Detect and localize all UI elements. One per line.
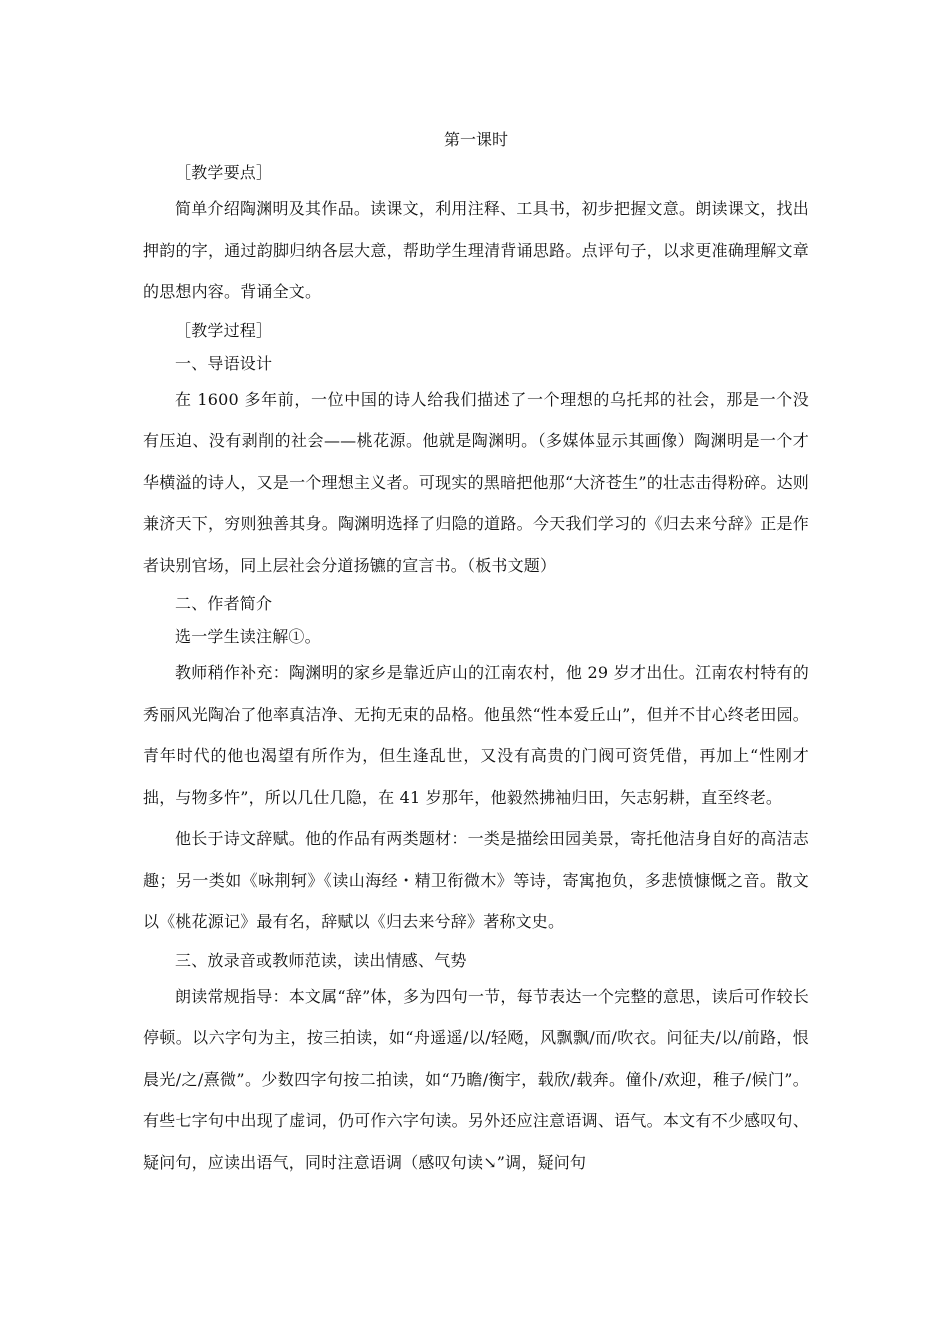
subheading-author: 二、作者简介 <box>175 594 273 613</box>
lesson-title: 第一课时 <box>443 130 508 149</box>
document-page <box>143 124 809 1183</box>
subheading-introduction: 一、导语设计 <box>175 353 273 373</box>
paragraph-works: 他长于诗文辞赋。他的作品有两类题材：一类是描绘田园美景，寄托他洁身自好的高洁志趣；另一类如《咏荆轲》《读山海经・精卫衔微木》等诗，寄寓抱负，多悲愤慷慨之音。散文以《桃花源记》最有名，辞赋以《归去来兮辞》著称文史。 <box>143 829 809 931</box>
paragraph-read-note: 选一学生读注解①。 <box>175 627 321 646</box>
subheading-reading: 三、放录音或教师范读，读出情感、气势 <box>175 950 467 970</box>
section-heading-teaching-process: ［教学过程］ <box>175 320 273 340</box>
section-heading-teaching-points: ［教学要点］ <box>175 163 273 182</box>
paragraph-teaching-points: 简单介绍陶渊明及其作品。读课文，利用注释、工具书，初步把握文意。朗读课文，找出押韵的字，通过韵脚归纳各层大意，帮助学生理清背诵思路。点评句子，以求更准确理解文章的思想内容。背诵全文。 <box>143 199 809 301</box>
paragraph-teacher-supplement: 教师稍作补充：陶渊明的家乡是靠近庐山的江南农村，他 29 岁才出仕。江南农村特有的秀丽风光陶冶了他率真洁净、无拘无束的品格。他虽然“性本爱丘山”，但并不甘心终老田园。青年时代的他也渴望有所作为，但生逢乱世，又没有高贵的门阀可资凭借，再加上“性刚才拙，与物多忤”，所以几仕几隐，在 41 岁那年，他毅然拂袖归田，矢志躬耕，直至终老。 <box>143 663 809 807</box>
paragraph-reading-guidance: 朗读常规指导：本文属“辞”体，多为四句一节，每节表达一个完整的意思，读后可作较长停顿。以六字句为主，按三拍读，如“舟遥遥/以/轻飏，风飘飘/而/吹衣。问征夫/以/前路，恨晨光/之/熹微”。少数四字句按二拍读，如“乃瞻/衡宇，载欣/载奔。僮仆/欢迎，稚子/候门”。有些七字句中出现了虚词，仍可作六字句读。另外还应注意语调、语气。本文有不少感叹句、疑问句，应读出语气，同时注意语调（感叹句读↘”调，疑问句 <box>143 986 809 1172</box>
paragraph-introduction: 在 1600 多年前，一位中国的诗人给我们描述了一个理想的乌托邦的社会，那是一个没有压迫、没有剥削的社会——桃花源。他就是陶渊明。（多媒体显示其画像）陶渊明是一个才华横溢的诗人，又是一个理想主义者。可现实的黑暗把他那“大济苍生”的壮志击得粉碎。达则兼济天下，穷则独善其身。陶渊明选择了归隐的道路。今天我们学习的《归去来兮辞》正是作者诀别官场，同上层社会分道扬镳的宣言书。（板书文题） <box>143 389 809 575</box>
